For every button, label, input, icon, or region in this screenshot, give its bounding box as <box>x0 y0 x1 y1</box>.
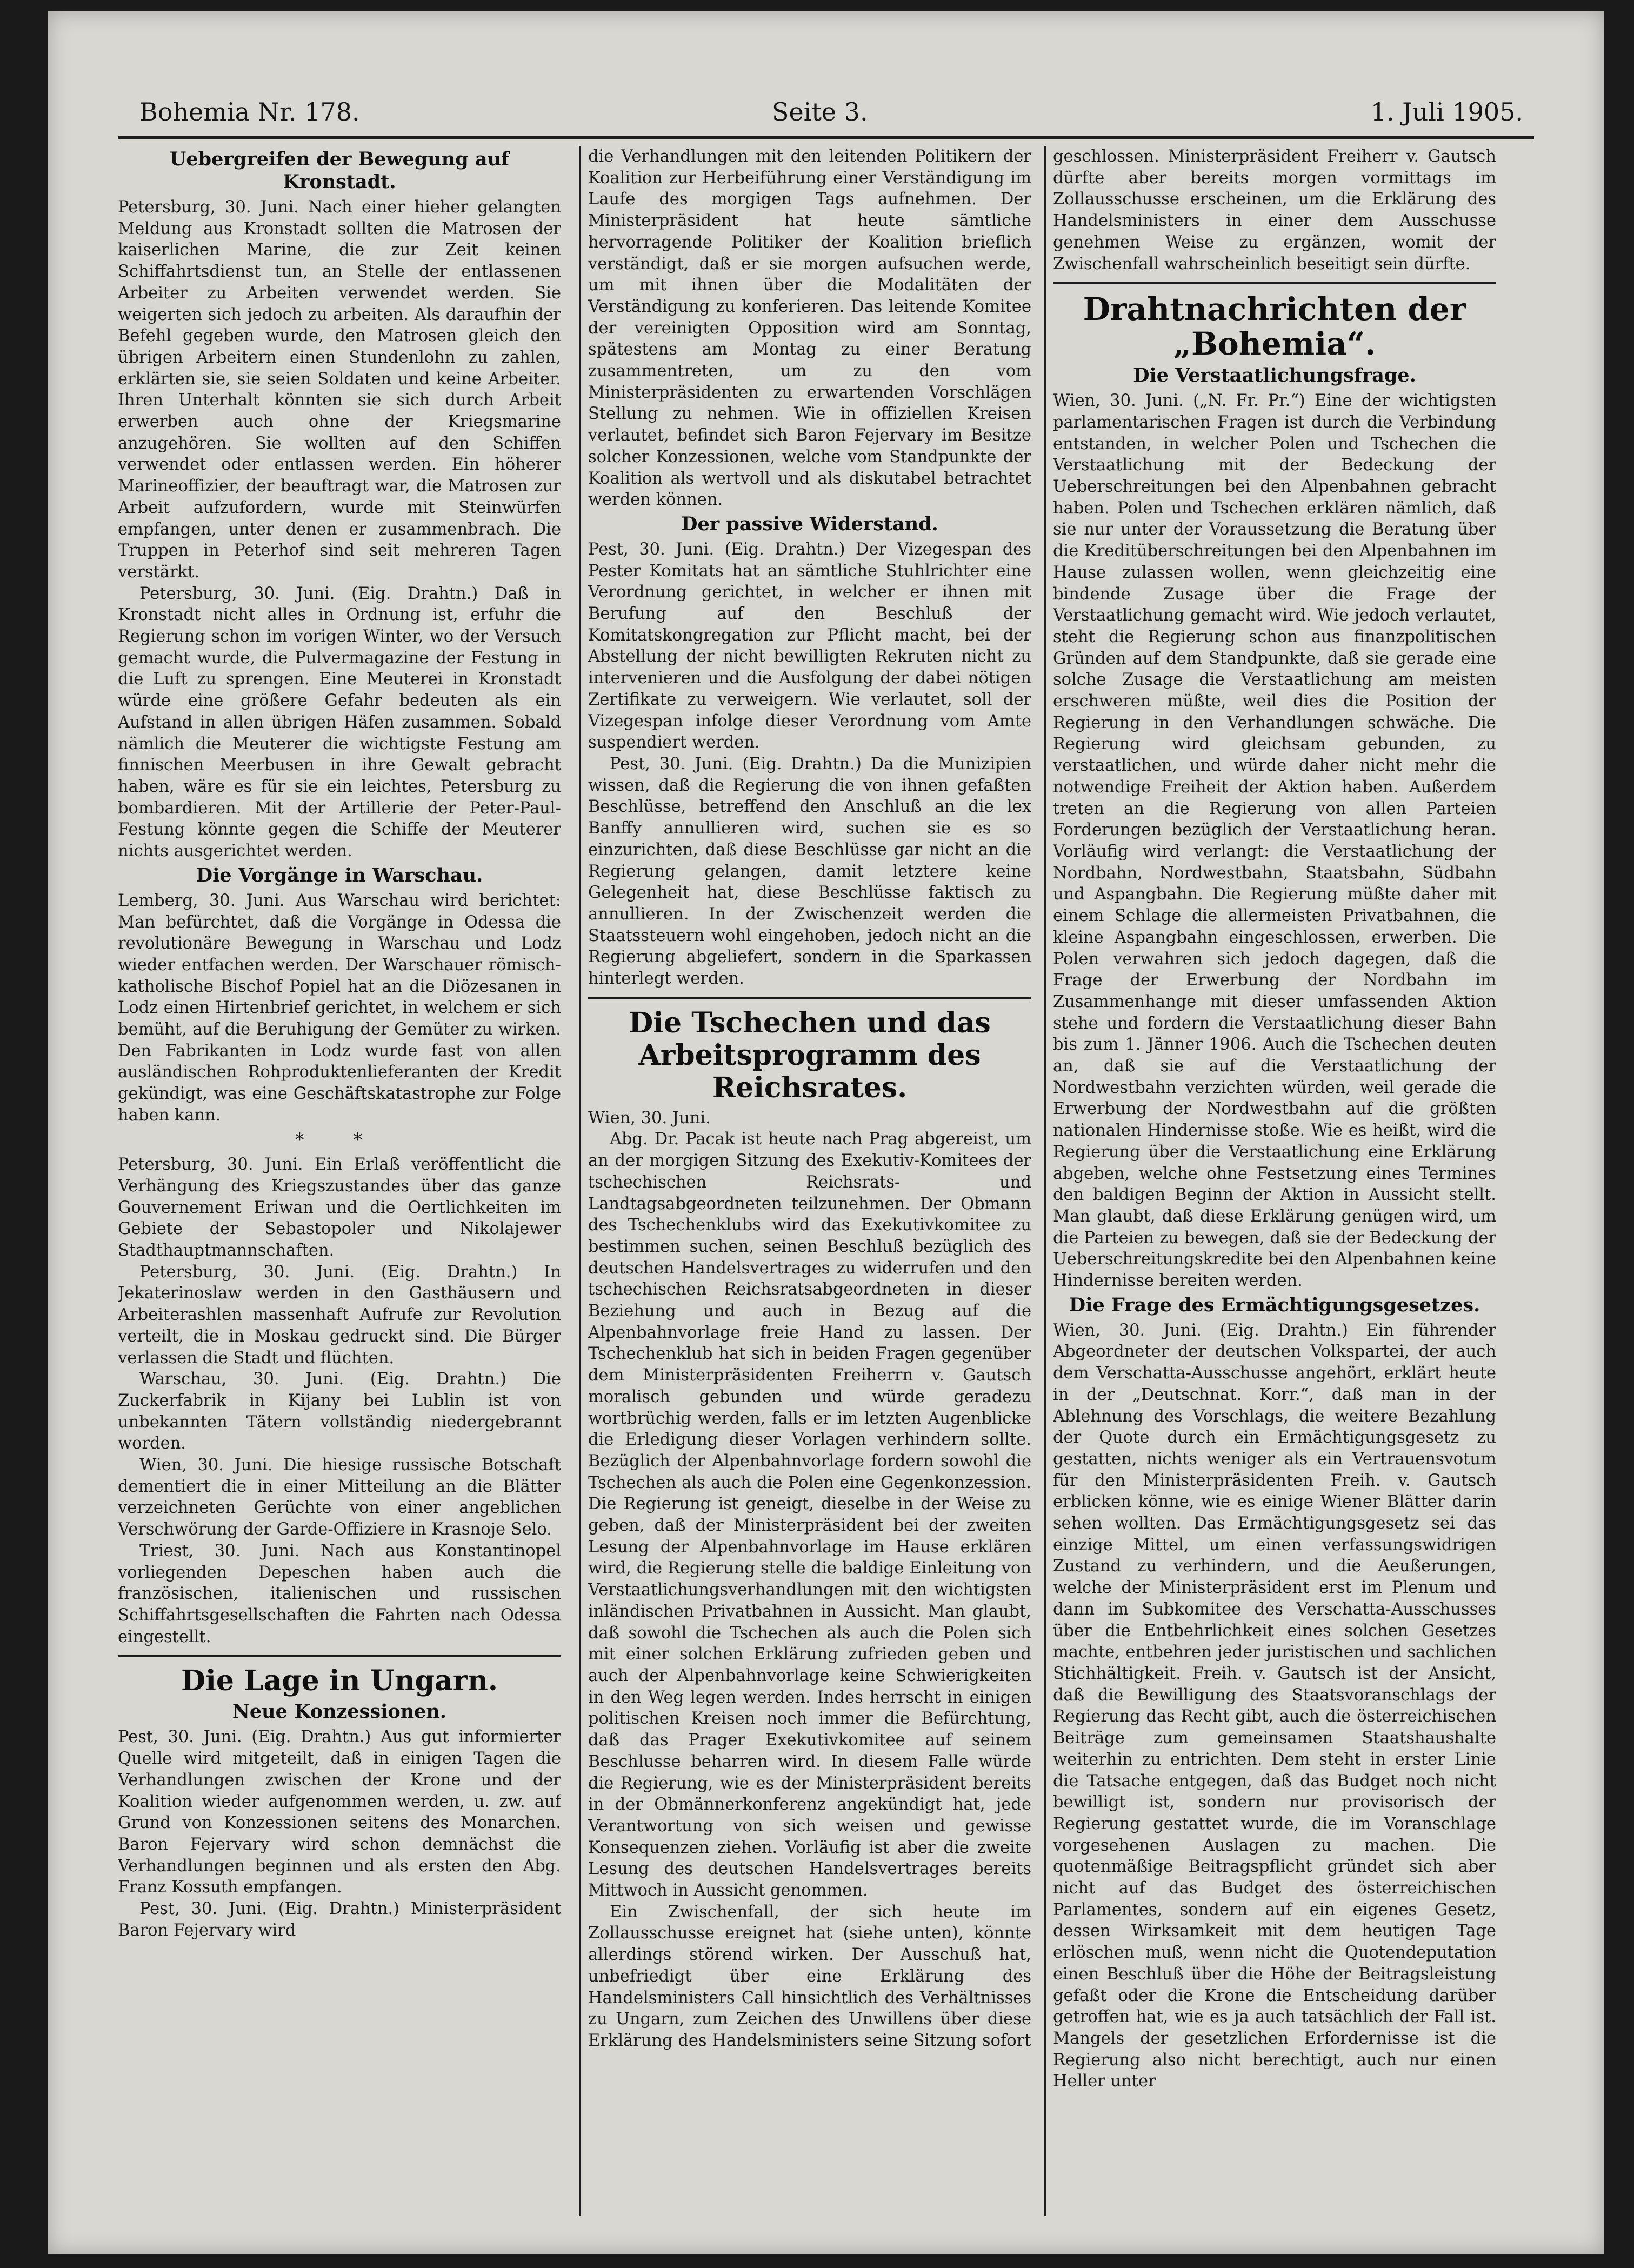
article-paragraph: Lemberg, 30. Juni. Aus Warschau wird berichtet: Man befürchtet, daß die Vorgänge in Odessa die revolutionäre Bewegung in Warschau und Lodz wieder entfachen werden. Der Warschauer römisch-katholische Bischof Popiel hat an die Diözesanen in Lodz einen Hirtenbrief gerichtet, in welchem er sich bemüht, auf die Beruhigung der Gemüter zu wirken. Den Fabrikanten in Lodz wurde fast von allen ausländischen Rohproduktenlieferanten der Kredit gekündigt, was eine Geschäftskatastrophe zur Folge haben kann. <box>118 891 561 1125</box>
article-paragraph: die Verhandlungen mit den leitenden Politikern der Koalition zur Herbeiführung einer Verständigung im Laufe des morgigen Tags aufnehmen. Der Ministerpräsident hat heute sämtliche hervorragende Politiker der Koalition brieflich verständigt, daß er sie morgen aufsuchen werde, um mit ihnen über die Modalitäten der Verständigung zu konferieren. Das leitende Komitee der vereinigten Opposition wird am Sonntag, spätestens am Montag zu einer Beratung zusammentreten, um zu den vom Ministerpräsidenten zu erwartenden Vorschlägen Stellung zu nehmen. Wie in offiziellen Kreisen verlautet, befindet sich Baron Fejervary im Besitze solcher Konzessionen, welche vom Standpunkte der Koalition als wertvoll und als diskutabel betrachtet werden können. <box>588 147 1031 510</box>
article-paragraph: Petersburg, 30. Juni. (Eig. Drahtn.) In Jekaterinoslaw werden in den Gasthäusern und Arbeiterashlen massenhaft Aufrufe zur Revolution verteilt, die in Moskau gedruckt sind. Die Bürger verlassen die Stadt und flüchten. <box>118 1262 561 1368</box>
article-paragraph: Petersburg, 30. Juni. (Eig. Drahtn.) Daß in Kronstadt nicht alles in Ordnung ist, erfuhr die Regierung schon im vorigen Winter, wo der Versuch gemacht wurde, die Pulvermagazine der Festung in die Luft zu sprengen. Eine Meuterei in Kronstadt würde eine größere Gefahr bedeuten als ein Aufstand in allen übrigen Häfen zusammen. Sobald nämlich die Meuterer die wichtigste Festung am finnischen Meerbusen in ihre Gewalt gebracht haben, wäre es für sie ein leichtes, Petersburg zu bombardieren. Mit der Artillerie der Peter-Paul-Festung könnte gegen die Schiffe der Meuterer nichts ausgerichtet werden. <box>118 584 561 861</box>
page-number: Seite 3. <box>772 97 868 126</box>
column-rule-1 <box>579 146 581 2216</box>
article-paragraph: Wien, 30. Juni. („N. Fr. Pr.“) Eine der wichtigsten parlamentarischen Fragen ist durch die Verbindung entstanden, in welcher Polen und Tschechen die Verstaatlichung mit der Bedeckung der Ueberschreitungen bei den Alpenbahnen gebracht haben. Polen und Tschechen erklären nämlich, daß sie nur unter der Voraussetzung die Beratung über die Kreditüberschreitungen bei den Alpenbahnen im Hause zulassen wollen, wenn gleichzeitig eine bindende Zusage über die Frage der Verstaatlichung gemacht wird. Wie jedoch verlautet, steht die Regierung schon aus finanzpolitischen Gründen auf dem Standpunkte, daß sie gerade eine solche Zusage die Verstaatlichung am meisten erschweren müßte, weil dies die Position der Regierung in den Verhandlungen schwäche. Die Regierung wird gleichsam gebunden, zu verstaatlichen, und würde daher nicht mehr die notwendige Freiheit der Aktion haben. Außerdem treten an die Regierung von allen Parteien Forderungen bezüglich der Verstaatlichung heran. Vorläufig wird verlangt: die Verstaatlichung der Nordbahn, Nordwestbahn, Staatsbahn, Südbahn und Aspangbahn. Die Regierung müßte daher mit einem Schlage die allermeisten Privatbahnen, die kleine Aspangbahn eingeschlossen, erwerben. Die Polen verwahren sich jedoch dagegen, daß die Frage der Erwerbung der Nordbahn im Zusammenhange mit dieser umfassenden Aktion stehe und fordern die Verstaatlichung dieser Bahn bis zum 1. Jänner 1906. Auch die Tschechen deuten an, daß sie auf die Verstaatlichung der Nordwestbahn verzichten würden, weil gerade die Erwerbung der Nordwestbahn auf die größten nationalen Hindernisse stoße. Wie es heißt, wird die Regierung über die Verstaatlichung eine Erklärung abgeben, welche ohne Festsetzung eines Termines den baldigen Beginn der Aktion in Aussicht stellt. Man glaubt, daß diese Erklärung genügen wird, um die Parteien zu bewegen, daß sie der Bedeckung der Ueberschreitungskredite bei den Alpenbahnen keine Hindernisse bereiten werden. <box>1053 391 1496 1291</box>
headline-ermaechtigungsgesetz: Die Frage des Ermächtigungsgesetzes. <box>1069 1293 1480 1316</box>
article-paragraph: Pest, 30. Juni. (Eig. Drahtn.) Aus gut informierter Quelle wird mitgeteilt, daß in einigen Tagen die Verhandlungen zwischen der Krone und der Koalition wieder aufgenommen werden, u. zw. auf Grund von Konzessionen seitens des Monarchen. Baron Fejervary wird schon demnächst die Verhandlungen beginnen und als ersten den Abg. Franz Kossuth empfangen. <box>118 1727 561 1897</box>
article-paragraph: Petersburg, 30. Juni. Ein Erlaß veröffentlicht die Verhängung des Kriegszustandes über das ganze Gouvernement Eriwan und die Oertlichkeiten im Gebiete der Sebastopoler und Nikolajewer Stadthauptmannschaften. <box>118 1155 561 1260</box>
section-divider <box>588 997 1031 999</box>
article-paragraph: Abg. Dr. Pacak ist heute nach Prag abgereist, um an der morgigen Sitzung des Exekutiv-Komitees der tschechischen Reichsrats- und Landtagsabgeordneten teilzunehmen. Der Obmann des Tschechenklubs wird das Exekutivkomitee zu bestimmen suchen, seinen Beschluß bezüglich des deutschen Handelsvertrages zu widerrufen und den tschechischen Reichsratsabgeordneten in dieser Beziehung und auch in Bezug auf die Alpenbahnvorlage freie Hand zu lassen. Der Tschechenklub hat sich in beiden Fragen gegenüber dem Ministerpräsidenten Freiherrn v. Gautsch moralisch gebunden und würde geradezu wortbrüchig werden, falls er im letzten Augenblicke die Erledigung dieser Vorlagen verhindern sollte. Bezüglich der Alpenbahnvorlage fordern sowohl die Tschechen als auch die Polen eine Gegenkonzession. Die Regierung ist geneigt, dieselbe in der Weise zu geben, daß der Ministerpräsident bei der zweiten Lesung der Alpenbahnvorlage im Hause erklären wird, die Regierung stelle die baldige Einleitung von Verstaatlichungsverhandlungen mit den wichtigsten inländischen Privatbahnen in Aussicht. Man glaubt, daß sowohl die Tschechen als auch die Polen sich mit einer solchen Erklärung zufrieden geben und auch der Alpenbahnvorlage keine Schwierigkeiten in den Weg legen werden. Indes herrscht in einigen politischen Kreisen noch immer die Befürchtung, daß das Prager Exekutivkomitee auf seinem Beschlusse beharren wird. In diesem Falle würde die Regierung, wie es der Ministerpräsident bereits in der Obmännerkonferenz angekündigt hat, jede Verantwortung von sich weisen und gewisse Konsequenzen ziehen. Vorläufig ist aber die zweite Lesung des deutschen Handelsvertrages bereits Mittwoch in Aussicht genommen. <box>588 1130 1031 1900</box>
article-paragraph: Pest, 30. Juni. (Eig. Drahtn.) Der Vizegespan des Pester Komitats hat an sämtliche Stuhlrichter eine Verordnung gerichtet, in welcher er ihnen mit Berufung auf den Beschluß der Komitatskongregation zur Pflicht macht, bei der Abstellung der nicht bewilligten Rekruten nicht zu intervenieren und die Ausfolgung der dabei nötigen Zertifikate zu verweigern. Wie verlautet, soll der Vizegespan infolge dieser Verordnung vom Amte suspendiert werden. <box>588 539 1031 752</box>
article-paragraph: Petersburg, 30. Juni. Nach einer hieher gelangten Meldung aus Kronstadt sollten die Matrosen der kaiserlichen Marine, die zur Zeit keinen Schiffahrtsdienst tun, an Stelle der entlassenen Arbeiter zu Arbeiten verwendet werden. Sie weigerten sich jedoch zu arbeiten. Als daraufhin der Befehl gegeben wurde, den Matrosen gleich den übrigen Arbeitern einen Stundenlohn zu zahlen, erklärten sie, sie seien Soldaten und keine Arbeiter. Ihren Unterhalt könnten sie sich durch Arbeit erwerben auch ohne der Kriegsmarine anzugehören. Sie wollten auf den Schiffen verwendet oder entlassen werden. Ein höherer Marineoffizier, der beauftragt war, die Matrosen zur Arbeit aufzufordern, wurde mit Steinwürfen empfangen, unter denen er zusammenbrach. Die Truppen in Peterhof sind seit mehreren Tagen verstärkt. <box>118 198 561 582</box>
article-paragraph: Wien, 30. Juni. (Eig. Drahtn.) Ein führender Abgeordneter der deutschen Volkspartei, der auch dem Verschatta-Ausschusse angehört, erklärt heute in der „Deutschnat. Korr.“, daß man in der Ablehnung des Vorschlags, die weitere Bezahlung der Quote durch ein Ermächtigungsgesetz zu gestatten, nichts weniger als ein Vertrauensvotum für den Ministerpräsidenten Freih. v. Gautsch erblicken könne, wie es einige Wiener Blätter darin sehen wollten. Das Ermächtigungsgesetz sei das einzige Mittel, um einen verfassungswidrigen Zustand zu verhindern, und die Aeußerungen, welche der Ministerpräsident erst im Plenum und dann im Subkomitee des Verschatta-Ausschusses über die Entbehrlichkeit eines solchen Gesetzes machte, entbehren jeder juristischen und sachlichen Stichhältigkeit. Freih. v. Gautsch ist der Ansicht, daß die Bewilligung des Staatsvoranschlags der Regierung das Recht gibt, auch die österreichischen Beiträge zum gemeinsamen Staatshaushalte weiterhin zu entrichten. Dem steht in erster Linie die Tatsache entgegen, daß das Budget noch nicht bewilligt ist, sondern nur provisorisch der Regierung gestattet wurde, die im Voranschlage vorgesehenen Auslagen zu machen. Die quotenmäßige Beitragspflicht gründet sich aber nicht auf das Budget des österreichischen Parlamentes, sondern auf ein eigenes Gesetz, dessen Wirksamkeit mit dem heutigen Tage erlöschen muß, wenn nicht die Quotendeputation einen Beschluß über die Höhe der Beitragsleistung gefaßt oder die Krone die Entscheidung darüber getroffen hat, wie es ja auch tatsächlich der Fall ist. Mangels der gesetzlichen Erfordernisse ist die Regierung also nicht berechtigt, auch nur einen Heller unter <box>1053 1320 1496 2091</box>
subheadline-konzessionen: Neue Konzessionen. <box>232 1700 447 1723</box>
article-paragraph: Pest, 30. Juni. (Eig. Drahtn.) Ministerpräsident Baron Fejervary wird <box>118 1899 561 1940</box>
article-paragraph: Wien, 30. Juni. Die hiesige russische Botschaft dementiert die in einer Mitteilung an die Blätter verzeichneten Gerüchte von einer angeblichen Verschwörung der Garde-Offiziere in Krasnoje Selo. <box>118 1456 561 1539</box>
headline-warschau: Die Vorgänge in Warschau. <box>196 864 483 886</box>
headline-kronstadt: Uebergreifen der Bewegung auf Kronstadt. <box>169 148 510 193</box>
headline-passiver-widerstand: Der passive Widerstand. <box>681 512 938 535</box>
header-rule <box>118 136 1534 139</box>
column-rule-2 <box>1044 146 1046 2216</box>
headline-tschechen: Die Tschechen und das Arbeitsprogramm des Reichsrates. <box>629 1006 991 1104</box>
issue-date: 1. Juli 1905. <box>1370 97 1523 126</box>
newspaper-page <box>48 11 1604 2254</box>
article-paragraph: Ein Zwischenfall, der sich heute im Zollausschusse ereignet hat (siehe unten), könnte allerdings störend wirken. Der Ausschuß hat, unbefriedigt über eine Erklärung des Handelsministers Call hinsichtlich des Verhältnisses zu Ungarn, zum Zeichen des Unwillens über diese Erklärung des Handelsministers seine Sitzung sofort <box>588 1902 1031 2050</box>
article-paragraph: Triest, 30. Juni. Nach aus Konstantinopel vorliegenden Depeschen haben auch die französischen, italienischen und russischen Schiffahrtsgesellschaften die Fahrten nach Odessa eingestellt. <box>118 1541 561 1646</box>
column-3 <box>1053 146 1496 2222</box>
dateline: Wien, 30. Juni. <box>588 1108 711 1128</box>
page-header <box>139 86 1523 130</box>
article-paragraph: Warschau, 30. Juni. (Eig. Drahtn.) Die Zuckerfabrik in Kijany bei Lublin ist von unbekannten Tätern vollständig niedergebrannt worden. <box>118 1370 561 1453</box>
section-divider <box>1053 282 1496 284</box>
headline-ungarn: Die Lage in Ungarn. <box>181 1664 498 1698</box>
section-divider <box>118 1655 561 1657</box>
article-paragraph: Pest, 30. Juni. (Eig. Drahtn.) Da die Munizipien wissen, daß die Regierung die von ihnen gefaßten Beschlüsse, betreffend den Anschluß an die lex Banffy annullieren wird, suchen sie es so einzurichten, daß diese Beschlüsse gar nicht an die Regierung gelangen, damit letztere keine Gelegenheit hat, diese Beschlüsse faktisch zu annullieren. In der Zwischenzeit werden die Staatssteuern wohl eingehoben, jedoch nicht an die Regierung abgeliefert, sondern in die Sparkassen hinterlegt werden. <box>588 754 1031 989</box>
headline-drahtnachrichten: Drahtnachrichten der „Bohemia“. <box>1083 291 1466 363</box>
column-2 <box>588 146 1031 2222</box>
masthead-issue: Bohemia Nr. 178. <box>139 97 360 126</box>
column-1 <box>118 146 561 2222</box>
headline-verstaatlichungsfrage: Die Verstaatlichungsfrage. <box>1133 364 1416 387</box>
section-separator-stars: * * <box>295 1129 384 1151</box>
article-paragraph: geschlossen. Ministerpräsident Freiherr v. Gautsch dürfte aber bereits morgen vormittags im Zollausschusse erscheinen, um die Erklärung des Handelsministers in einer dem Ausschusse genehmen Weise zu ergänzen, womit der Zwischenfall wahrscheinlich beseitigt sein dürfte. <box>1053 147 1496 274</box>
